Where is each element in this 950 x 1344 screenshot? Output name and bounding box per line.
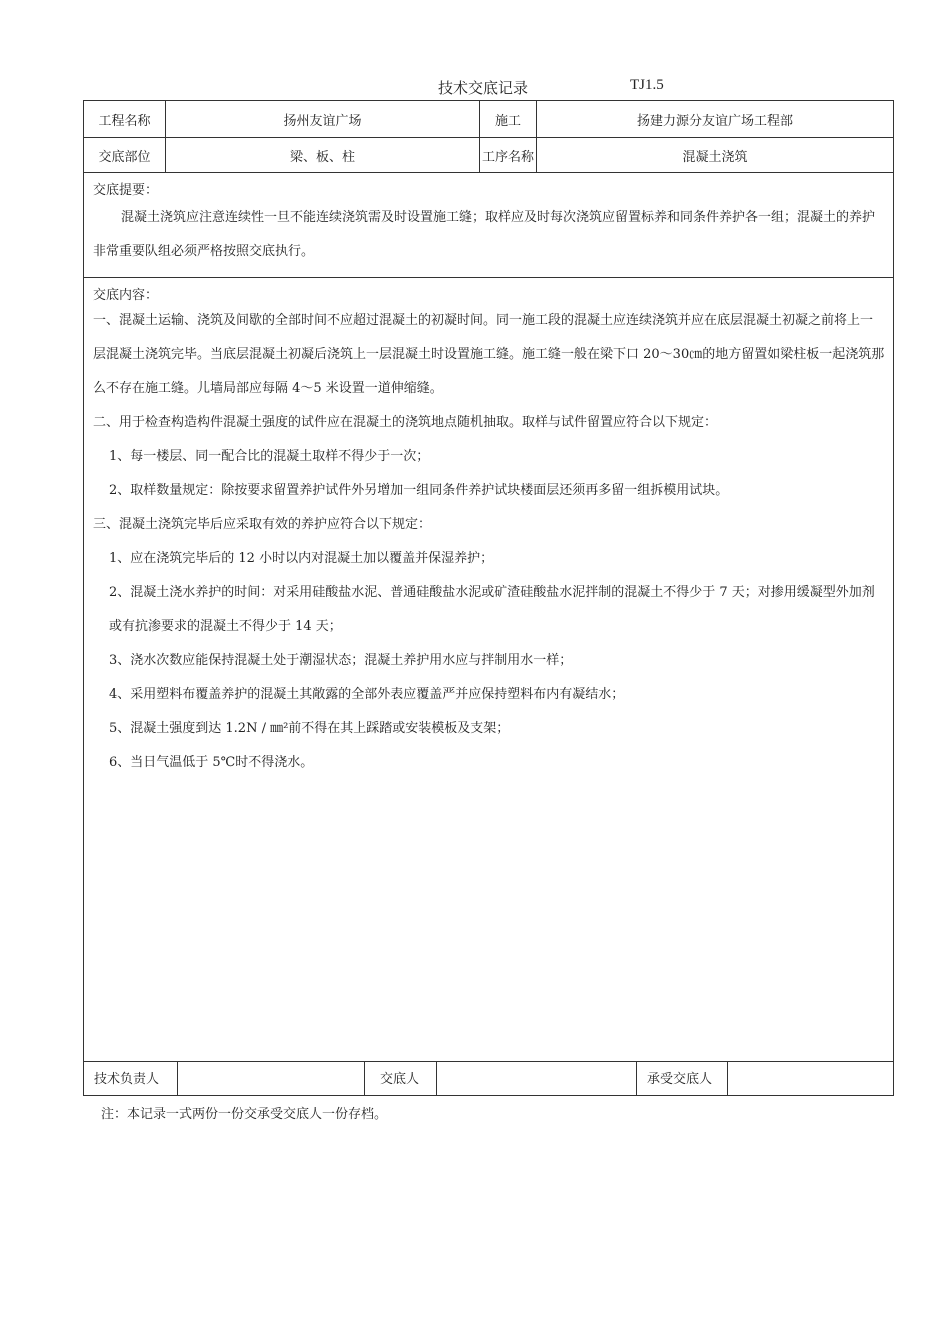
summary-text: 混凝土浇筑应注意连续性一旦不能连续浇筑需及时设置施工缝；取样应及时每次浇筑应留置标养和同条件养护各一组；混凝土的养护非常重要队组必须严格按照交底执行。: [93, 210, 876, 259]
process-value: 混凝土浇筑: [682, 149, 748, 165]
receiver-signature-field[interactable]: [728, 1062, 893, 1096]
content-item-3-3: 3、浇水次数应能保持混凝土处于潮湿状态；混凝土养护用水应与拌制用水一样；: [109, 653, 573, 668]
content-item-3-6: 6、当日气温低于 5℃时不得浇水。: [109, 755, 314, 770]
document-title: 技术交底记录: [438, 79, 529, 97]
form-code: TJ1.5: [630, 77, 664, 93]
content-item-2-2: 2、取样数量规定：除按要求留置养护试件外另增加一组同条件养护试块楼面层还须再多留一组拆模用试块。: [109, 483, 729, 498]
content-section: [84, 278, 893, 1062]
document-header: [0, 77, 950, 97]
info-row-2: [84, 138, 893, 173]
content-item-2: 二、用于检查构造构件混凝土强度的试件应在混凝土的浇筑地点随机抽取。取样与试件留置应符合以下规定：: [93, 415, 718, 430]
content-item-3: 三、混凝土浇筑完毕后应采取有效的养护应符合以下规定：: [93, 517, 432, 532]
process-label: 工序名称: [480, 138, 537, 172]
project-name-value: 扬州友谊广场: [166, 101, 480, 137]
summary-section: [84, 173, 893, 278]
builder-label: 施工: [480, 101, 537, 137]
info-row-1: [84, 101, 893, 138]
content-body: [93, 304, 885, 780]
builder-value: 扬建力源分友谊广场工程部: [636, 113, 793, 129]
receiver-label: 承受交底人: [637, 1062, 728, 1096]
presenter-signature-field[interactable]: [437, 1062, 637, 1096]
tech-lead-signature-field[interactable]: [178, 1062, 365, 1096]
part-value: 梁、板、柱: [166, 138, 480, 172]
summary-label: 交底提要：: [93, 183, 159, 198]
content-item-3-1: 1、应在浇筑完毕后的 12 小时以内对混凝土加以覆盖并保湿养护；: [109, 551, 494, 566]
signature-row: [84, 1062, 893, 1096]
content-item-1: 一、混凝土运输、浇筑及间歇的全部时间不应超过混凝土的初凝时间。同一施工段的混凝土应连续浇筑并应在底层混凝土初凝之前将上一层混凝土浇筑完毕。当底层混凝土初凝后浇筑上一层混凝土时设置施工缝。施工缝一般在梁下口 20～30㎝的地方留置如梁柱板一起浇筑那么不存在施工缝。儿墙局部应每隔 4～5 米设置一道伸缩缝。: [93, 313, 885, 396]
project-name-label: 工程名称: [84, 101, 166, 137]
content-item-3-4: 4、采用塑料布覆盖养护的混凝土其敞露的全部外表应覆盖严并应保持塑料布内有凝结水；: [109, 687, 625, 702]
tech-lead-label: 技术负责人: [84, 1062, 178, 1096]
content-item-3-2: 2、混凝土浇水养护的时间：对采用硅酸盐水泥、普通硅酸盐水泥或矿渣硅酸盐水泥拌制的混凝土不得少于 7 天；对掺用缓凝型外加剂或有抗渗要求的混凝土不得少于 14 天；: [109, 585, 875, 634]
footer-note: 注：本记录一式两份一份交承受交底人一份存档。: [101, 1107, 388, 1122]
presenter-label: 交底人: [365, 1062, 437, 1096]
content-item-3-5: 5、混凝土强度到达 1.2N / ㎜²前不得在其上踩踏或安装模板及支架；: [109, 721, 510, 736]
record-form: [83, 100, 894, 1096]
content-item-2-1: 1、每一楼层、同一配合比的混凝土取样不得少于一次；: [109, 449, 430, 464]
part-label: 交底部位: [84, 138, 166, 172]
content-label: 交底内容：: [93, 288, 159, 303]
